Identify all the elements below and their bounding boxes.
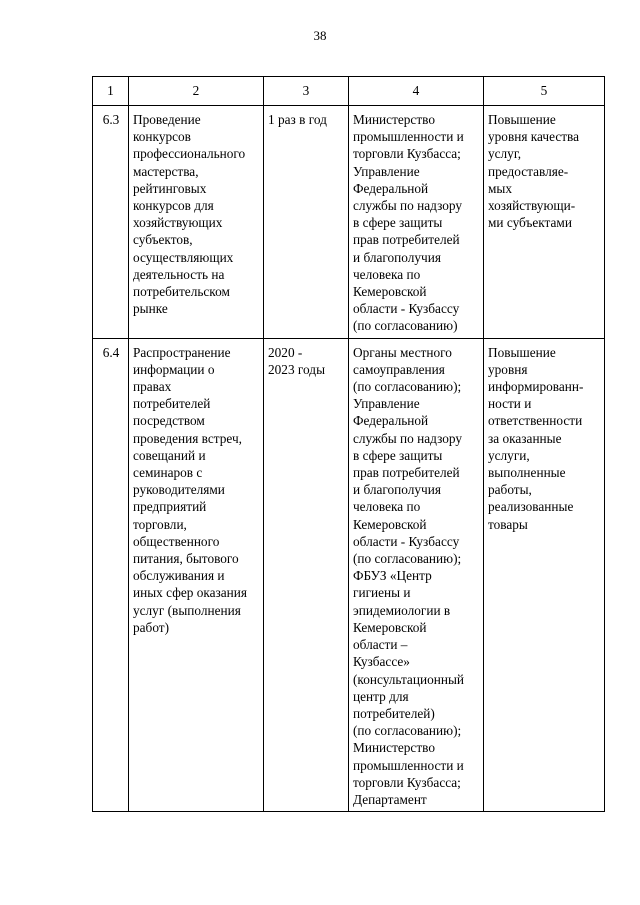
column-header-2: 2 [129,77,264,106]
table-row [93,106,605,339]
activity-cell: Проведение конкурсов профессионального мастерства, рейтинговых конкурсов для хозяйствующих субъектов, осуществляющих деятельность на потребительском рынке [129,106,264,339]
executors-cell: Органы местного самоуправления (по согласованию); Управление Федеральной службы по надзору в сфере защиты прав потребителей и благополучия человека по Кемеровской области - Кузбассу (по согласованию); ФБУЗ «Центр гигиены и эпидемиологии в Кемеровской области – Кузбассе» (консультационный центр для потребителей) (по согласованию); Министерство промышленности и торговли Кузбасса; Департамент [349,338,484,811]
table-header-row [93,77,605,106]
executors-cell: Министерство промышленности и торговли Кузбасса; Управление Федеральной службы по надзору в сфере защиты прав потребителей и благополучия человека по Кемеровской области - Кузбассу (по согласованию) [349,106,484,339]
column-header-3: 3 [264,77,349,106]
table-row [93,338,605,811]
column-header-4: 4 [349,77,484,106]
measures-table [92,76,605,812]
result-cell: Повышение уровня качества услуг, предоставляе- мых хозяйствующи- ми субъектами [484,106,605,339]
period-cell: 2020 - 2023 годы [264,338,349,811]
row-number: 6.3 [93,106,129,339]
column-header-5: 5 [484,77,605,106]
page-number: 38 [313,28,327,43]
result-cell: Повышение уровня информированн- ности и ответственности за оказанные услуги, выполненные работы, реализованные товары [484,338,605,811]
period-cell: 1 раз в год [264,106,349,339]
column-header-1: 1 [93,77,129,106]
row-number: 6.4 [93,338,129,811]
activity-cell: Распространение информации о правах потребителей посредством проведения встреч, совещаний и семинаров с руководителями предприятий торговли, общественного питания, бытового обслуживания и иных сфер оказания услуг (выполнения работ) [129,338,264,811]
